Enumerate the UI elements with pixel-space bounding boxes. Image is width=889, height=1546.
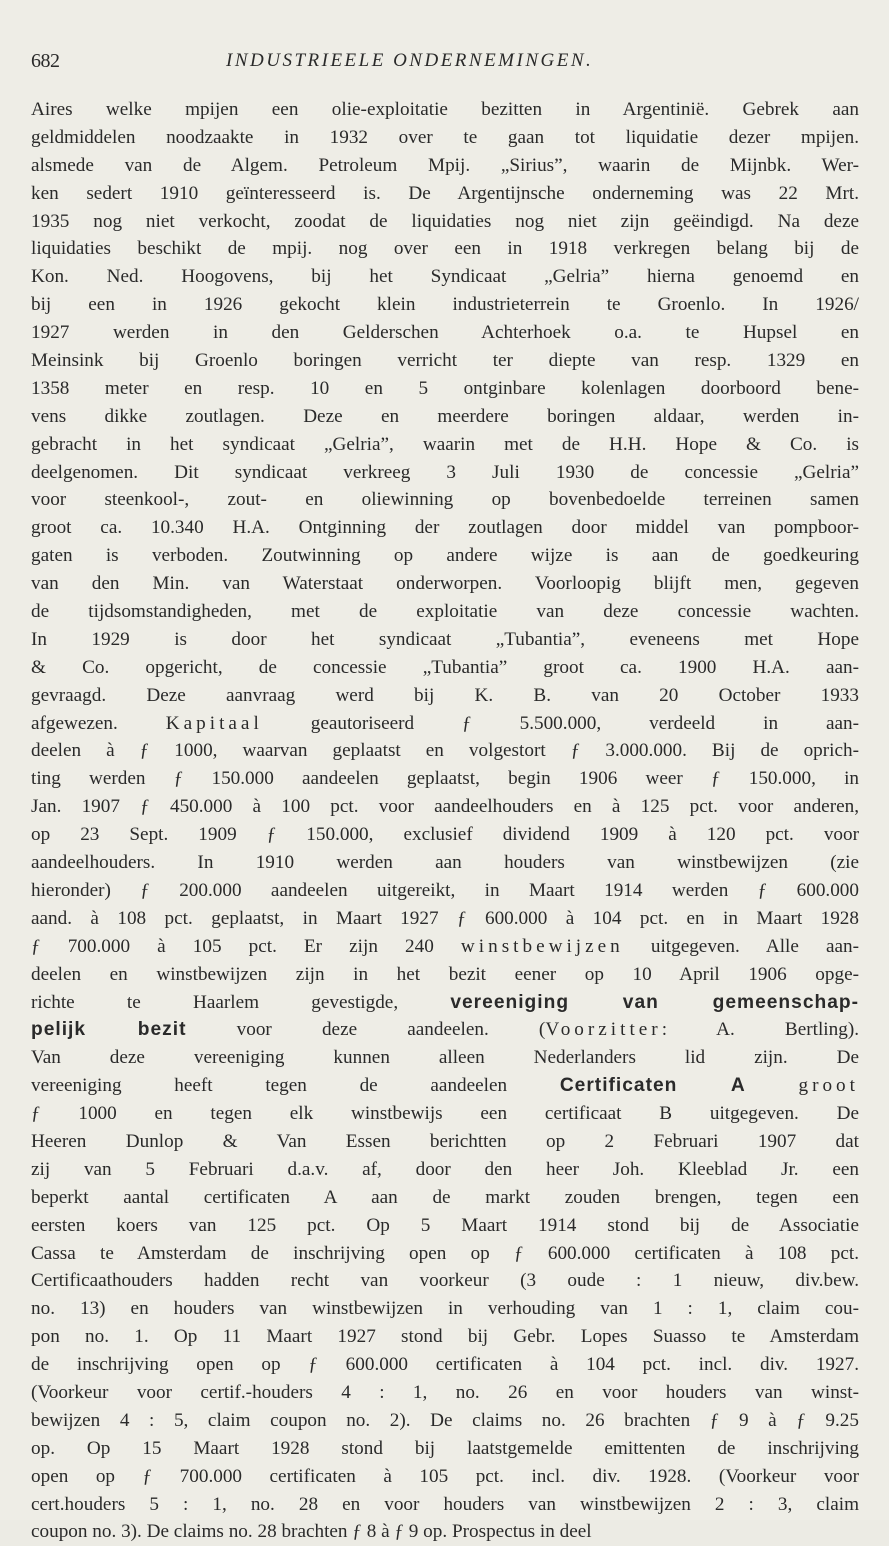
text-line [31,1072,859,1100]
text-line [31,542,859,570]
text-segment: liquidaties beschikt de mpij. nog over een in 1918 verkregen belang bij de [31,238,859,260]
text-segment: deelen en winstbewijzen zijn in het bezit eener op 10 April 1906 opge- [31,963,859,985]
text-segment: 1358 meter en resp. 10 en 5 ontginbare kolenlagen doorboord bene- [31,377,859,399]
text-line [31,375,859,403]
text-segment: ƒ 700.000 à 105 pct. Er zijn 240 [31,935,461,957]
text-line [31,1044,859,1072]
text-segment: deelen à ƒ 1000, waarvan geplaatst en volgestort ƒ 3.000.000. Bij de oprich- [31,740,859,762]
text-segment: zij van 5 Februari d.a.v. af, door den heer Joh. Kleeblad Jr. een [31,1158,859,1180]
text-segment: bij een in 1926 gekocht klein industrieterrein te Groenlo. In 1926/ [31,294,859,316]
text-line [31,1407,859,1435]
text-line [31,208,859,236]
text-segment: open op ƒ 700.000 certificaten à 105 pct. incl. div. 1928. (Voorkeur voor [31,1465,859,1487]
body-text [31,96,859,1546]
text-segment: alsmede van de Algem. Petroleum Mpij. „Sirius”, waarin de Mijnbk. Wer- [31,154,859,176]
text-segment: Van deze vereeniging kunnen alleen Nederlanders lid zijn. De [31,1047,859,1069]
text-line [31,1267,859,1295]
text-line [31,486,859,514]
text-line [31,1156,859,1184]
text-segment: voor steenkool-, zout- en oliewinning op bovenbedoelde terreinen samen [31,489,859,511]
text-segment: pon no. 1. Op 11 Maart 1927 stond bij Gebr. Lopes Suasso te Amsterdam [31,1326,859,1348]
text-segment: In 1929 is door het syndicaat „Tubantia”, eveneens met Hope [31,628,859,650]
text-segment: geautoriseerd ƒ 5.500.000, verdeeld in aan- [262,712,859,734]
text-segment: ting werden ƒ 150.000 aandeelen geplaatst, begin 1906 weer ƒ 150.000, in [31,768,859,790]
text-segment: beperkt aantal certificaten A aan de markt zouden brengen, tegen een [31,1186,859,1208]
text-line [31,124,859,152]
text-segment: geldmiddelen noodzaakte in 1932 over te gaan tot liquidatie dezer mpijen. [31,126,859,148]
text-segment: 1935 nog niet verkocht, zoodat de liquidaties nog niet zijn geëindigd. Na deze [31,210,859,232]
text-line [31,626,859,654]
page-header [31,50,871,80]
text-segment: 1927 werden in den Gelderschen Achterhoek o.a. te Hupsel en [31,322,859,344]
text-line [31,1016,859,1044]
text-segment: op 23 Sept. 1909 ƒ 150.000, exclusief dividend 1909 à 120 pct. voor [31,824,859,846]
text-line [31,1184,859,1212]
text-line [31,1295,859,1323]
text-line [31,514,859,542]
text-line [31,263,859,291]
emphasized-text: pelijk bezit [31,1019,187,1041]
emphasized-text: winstbewijzen [460,935,624,957]
text-line [31,570,859,598]
text-line [31,431,859,459]
text-line [31,180,859,208]
text-line [31,654,859,682]
text-line [31,403,859,431]
text-segment: gebracht in het syndicaat „Gelria”, waarin met de H.H. Hope & Co. is [31,433,859,455]
text-segment: voor deze aandeelen. ( [186,1019,546,1041]
text-line [31,1379,859,1407]
text-segment: Heeren Dunlop & Van Essen berichtten op 2 Februari 1907 dat [31,1130,859,1152]
text-line [31,989,859,1017]
emphasized-text: Kapitaal [165,712,263,734]
text-segment: uitgegeven. Alle aan- [623,935,859,957]
text-line [31,598,859,626]
text-segment: bewijzen 4 : 5, claim coupon no. 2). De claims no. 26 brachten ƒ 9 à ƒ 9.25 [31,1409,859,1431]
text-line [31,1240,859,1268]
text-segment: de inschrijving open op ƒ 600.000 certificaten à 104 pct. incl. div. 1927. [31,1354,859,1376]
text-segment: vereeniging heeft tegen de aandeelen [31,1075,560,1097]
text-segment: Aires welke mpijen een olie-exploitatie bezitten in Argentinië. Gebrek aan [31,99,859,120]
text-line [31,849,859,877]
text-line [31,905,859,933]
text-segment: Kon. Ned. Hoogovens, bij het Syndicaat „Gelria” hierna genoemd en [31,266,859,288]
text-line [31,96,859,124]
text-line [31,235,859,263]
text-segment: coupon no. 3). De claims no. 28 brachten ƒ 8 à ƒ 9 op. Prospectus in deel [31,1521,592,1543]
text-line [31,1128,859,1156]
text-line [31,793,859,821]
text-line [31,1463,859,1491]
text-segment: de tijdsomstandigheden, met de exploitatie van deze concessie wachten. [31,601,859,623]
text-segment [746,1075,799,1096]
text-line [31,1351,859,1379]
text-segment: hieronder) ƒ 200.000 aandeelen uitgereikt, in Maart 1914 werden ƒ 600.000 [31,879,859,901]
text-segment: Meinsink bij Groenlo boringen verricht ter diepte van resp. 1329 en [31,350,859,372]
text-line [31,152,859,180]
text-line [31,1323,859,1351]
text-line [31,459,859,487]
text-line [31,933,859,961]
text-line [31,1491,859,1519]
text-segment: gevraagd. Deze aanvraag werd bij K. B. van 20 October 1933 [31,684,859,706]
text-line [31,1518,859,1546]
text-segment: op. Op 15 Maart 1928 stond bij laatstgemelde emittenten de inschrijving [31,1437,859,1459]
text-segment: aand. à 108 pct. geplaatst, in Maart 1927 ƒ 600.000 à 104 pct. en in Maart 1928 [31,907,859,929]
text-line [31,765,859,793]
text-segment: Jan. 1907 ƒ 450.000 à 100 pct. voor aandeelhouders en à 125 pct. voor anderen, [31,796,859,818]
emphasized-text: vereeniging van gemeenschap- [450,991,859,1013]
text-line [31,961,859,989]
text-segment: aandeelhouders. In 1910 werden aan houders van winstbewijzen (zie [31,852,859,874]
emphasized-text: Certificaten A [559,1075,746,1097]
text-segment: ƒ 1000 en tegen elk winstbewijs een certificaat B uitgegeven. De [31,1103,859,1125]
text-segment: Certificaathouders hadden recht van voorkeur (3 oude : 1 nieuw, div.bew. [31,1270,859,1292]
page-number: 682 [31,50,60,72]
text-segment: eersten koers van 125 pct. Op 5 Maart 1914 stond bij de Associatie [31,1214,859,1236]
text-line [31,682,859,710]
text-line [31,1435,859,1463]
text-segment: afgewezen. [31,712,166,734]
emphasized-text: groot [798,1075,859,1097]
text-line [31,1100,859,1128]
text-segment: van den Min. van Waterstaat onderworpen. Voorloopig blijft men, gegeven [31,573,859,595]
text-segment: Cassa te Amsterdam de inschrijving open op ƒ 600.000 certificaten à 108 pct. [31,1242,859,1264]
running-title: INDUSTRIEELE ONDERNEMINGEN. [226,50,594,71]
text-line [31,347,859,375]
text-segment: ken sedert 1910 geïnteresseerd is. De Argentijnsche onderneming was 22 Mrt. [31,182,859,204]
text-segment: & Co. opgericht, de concessie „Tubantia” groot ca. 1900 H.A. aan- [31,656,859,678]
text-segment: (Voorkeur voor certif.-houders 4 : 1, no. 26 en voor houders van winst- [31,1381,859,1403]
emphasized-text: Voorzitter [545,1019,662,1041]
text-segment: groot ca. 10.340 H.A. Ontginning der zoutlagen door middel van pompboor- [31,517,859,539]
text-segment: vens dikke zoutlagen. Deze en meerdere boringen aldaar, werden in- [31,405,859,427]
text-line [31,291,859,319]
text-segment: deelgenomen. Dit syndicaat verkreeg 3 Juli 1930 de concessie „Gelria” [31,461,859,483]
text-segment: : A. Bertling). [661,1019,859,1041]
text-segment: gaten is verboden. Zoutwinning op andere wijze is aan de goedkeuring [31,545,859,567]
text-segment: richte te Haarlem gevestigde, [31,991,451,1013]
text-line [31,319,859,347]
text-line [31,877,859,905]
text-segment: no. 13) en houders van winstbewijzen in verhouding van 1 : 1, claim cou- [31,1298,859,1320]
text-line [31,737,859,765]
text-line [31,821,859,849]
text-line [31,1212,859,1240]
text-line [31,710,859,738]
text-segment: cert.houders 5 : 1, no. 28 en voor houders van winstbewijzen 2 : 3, claim [31,1493,859,1515]
